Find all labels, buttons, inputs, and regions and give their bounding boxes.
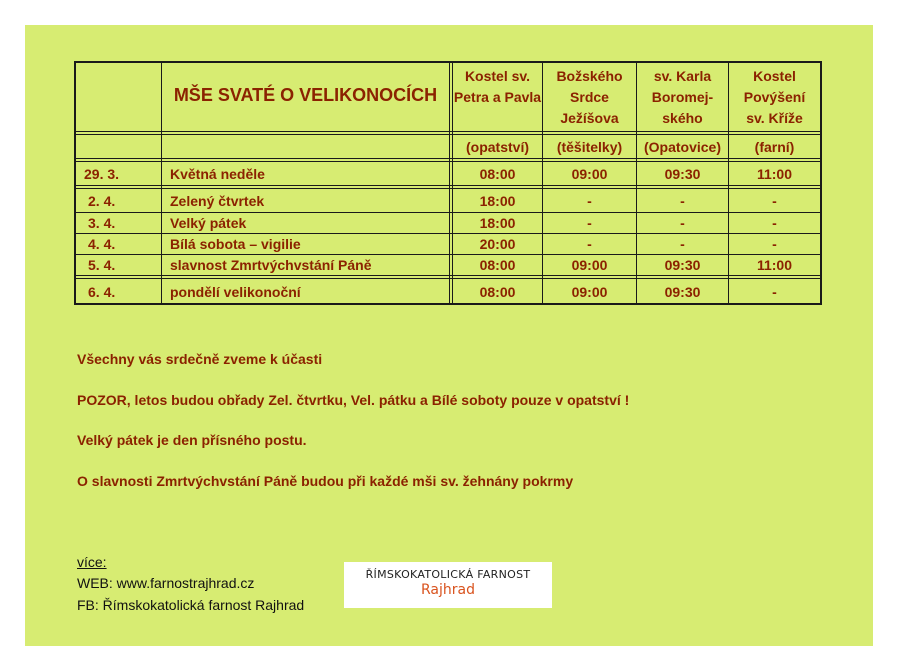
fasting-note: Velký pátek je den přísného postu. — [77, 432, 307, 448]
time-cell: 09:00 — [571, 257, 608, 273]
time-cell: - — [680, 236, 685, 252]
time-cell: 11:00 — [756, 166, 793, 182]
invitation-note: Všechny vás srdečně zveme k účasti — [77, 351, 323, 367]
day-cell: Bílá sobota – vigilie — [170, 236, 301, 252]
parish-logo — [344, 562, 552, 608]
more-info-label: více: — [77, 554, 107, 570]
date-cell: 4. 4. — [88, 236, 116, 252]
time-cell: - — [587, 215, 592, 231]
grid-line — [76, 278, 820, 279]
grid-line — [76, 158, 820, 159]
time-cell: 08:00 — [479, 284, 516, 300]
time-cell: - — [772, 284, 777, 300]
web-link[interactable]: WEB: www.farnostrajhrad.cz — [77, 575, 255, 591]
time-cell: 11:00 — [756, 257, 793, 273]
time-cell: 09:00 — [571, 284, 608, 300]
grid-line — [76, 188, 820, 189]
time-cell: - — [772, 215, 777, 231]
time-cell: - — [680, 193, 685, 209]
church-note: (Opatovice) — [643, 139, 721, 155]
warning-note: POZOR, letos budou obřady Zel. čtvrtku, Vel. pátku a Bílé soboty pouze v opatství ! — [77, 392, 630, 408]
time-cell: 09:30 — [664, 166, 701, 182]
time-cell: 18:00 — [479, 215, 516, 231]
schedule-title: MŠE SVATÉ O VELIKONOCÍCH — [173, 85, 438, 105]
time-cell: 09:30 — [664, 284, 701, 300]
date-cell: 5. 4. — [88, 257, 116, 273]
poster-page — [25, 25, 873, 646]
time-cell: - — [587, 236, 592, 252]
logo-line-1: ŘÍMSKOKATOLICKÁ FARNOST — [365, 568, 531, 581]
time-cell: 09:30 — [664, 257, 701, 273]
time-cell: - — [772, 236, 777, 252]
time-cell: 09:00 — [571, 166, 608, 182]
church-note: (opatství) — [466, 139, 529, 155]
time-cell: - — [680, 215, 685, 231]
date-cell: 6. 4. — [88, 284, 116, 300]
grid-line — [76, 185, 820, 186]
time-cell: 08:00 — [479, 257, 516, 273]
day-cell: slavnost Zmrtvýchvstání Páně — [170, 257, 372, 273]
church-note: (těšitelky) — [556, 139, 623, 155]
day-cell: Zelený čtvrtek — [170, 193, 265, 209]
time-cell: 18:00 — [479, 193, 516, 209]
time-cell: 20:00 — [479, 236, 516, 252]
blessing-note: O slavnosti Zmrtvýchvstání Páně budou při každé mši sv. žehnány pokrmy — [77, 473, 574, 489]
grid-line — [76, 134, 820, 135]
church-header: Kostel sv. Petra a Pavla — [453, 68, 542, 105]
grid-line — [449, 63, 450, 303]
church-header: Božského Srdce Ježíšova — [556, 68, 623, 126]
church-header: Kostel Povýšení sv. Kříže — [743, 68, 806, 126]
day-cell: Velký pátek — [170, 215, 247, 231]
time-cell: - — [587, 193, 592, 209]
grid-line — [76, 161, 820, 162]
mass-schedule-table — [74, 61, 822, 305]
time-cell: 08:00 — [479, 166, 516, 182]
day-cell: Květná neděle — [170, 166, 265, 182]
date-cell: 29. 3. — [84, 166, 120, 182]
facebook-link[interactable]: FB: Římskokatolická farnost Rajhrad — [77, 597, 305, 613]
church-header: sv. Karla Boromej-ského — [651, 68, 714, 126]
day-cell: pondělí velikonoční — [170, 284, 301, 300]
church-note: (farní) — [754, 139, 795, 155]
logo-line-2: Rajhrad — [421, 582, 475, 598]
grid-line — [76, 131, 820, 132]
date-cell: 2. 4. — [88, 193, 116, 209]
time-cell: - — [772, 193, 777, 209]
date-cell: 3. 4. — [88, 215, 116, 231]
